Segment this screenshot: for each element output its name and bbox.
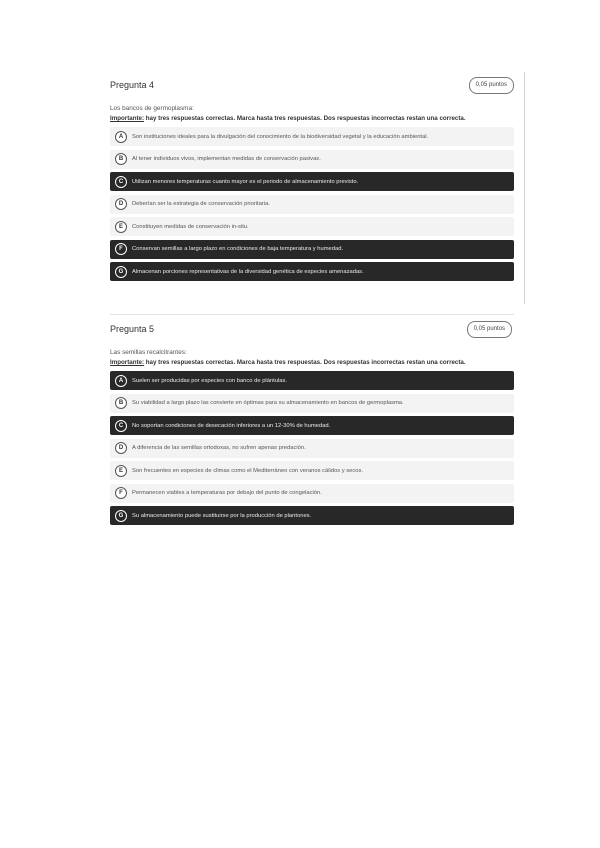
option-text: Su viabilidad a largo plazo las convierte en óptimas para su almacenamiento en bancos de germoplasma.: [132, 400, 404, 406]
option-text: Conservan semillas a largo plazo en condiciones de baja temperatura y humedad.: [132, 246, 344, 252]
option-a[interactable]: [110, 127, 514, 146]
option-text: A diferencia de las semillas ortodoxas, no sufren apenas predación.: [132, 445, 306, 451]
instructions-text: hay tres respuestas correctas. Marca hasta tres respuestas. Dos respuestas incorrectas restan una correcta.: [144, 115, 466, 122]
question-header: [110, 318, 514, 340]
important-label: Importante:: [110, 115, 145, 122]
option-f[interactable]: [110, 240, 514, 259]
question-5: [110, 318, 514, 529]
option-letter: A: [115, 375, 127, 387]
option-b[interactable]: [110, 150, 514, 169]
option-d[interactable]: [110, 195, 514, 214]
option-letter: A: [115, 131, 127, 143]
question-title: Pregunta 5: [110, 324, 155, 334]
option-letter: B: [115, 397, 127, 409]
option-text: No soportan condiciones de desecación inferiores a un 12-30% de humedad.: [132, 422, 331, 429]
option-b[interactable]: [110, 394, 514, 413]
option-f[interactable]: [110, 484, 514, 503]
question-title: Pregunta 4: [110, 80, 155, 90]
question-prompt: Las semillas recalcitrantes:: [110, 349, 187, 356]
option-text: Suelen ser producidas por especies con banco de plántulas.: [132, 377, 288, 384]
option-text: Almacenan porciones representativas de la diversidad genética de especies amenazadas.: [132, 268, 364, 275]
option-c[interactable]: [110, 172, 514, 191]
option-e[interactable]: [110, 461, 514, 480]
option-text: Son frecuentes en especies de climas como el Mediterráneo con veranos cálidos y secos.: [132, 467, 364, 474]
option-letter: G: [115, 266, 127, 278]
option-g[interactable]: [110, 262, 514, 281]
option-letter: B: [115, 153, 127, 165]
answer-options: [110, 371, 514, 525]
option-letter: E: [115, 221, 127, 233]
instructions-text: hay tres respuestas correctas. Marca hasta tres respuestas. Dos respuestas incorrectas restan una correcta.: [144, 359, 466, 366]
question-instructions: [110, 359, 514, 366]
points-badge: 0,05 puntos: [467, 321, 512, 338]
option-g[interactable]: [110, 506, 514, 525]
option-text: Utilizan menores temperaturas cuanto mayor es el periodo de almacenamiento previsto.: [132, 178, 359, 185]
option-letter: G: [115, 510, 127, 522]
question-instructions: [110, 115, 514, 122]
option-letter: D: [115, 442, 127, 454]
question-4: [110, 74, 514, 285]
option-letter: C: [115, 176, 127, 188]
option-a[interactable]: [110, 371, 514, 390]
question-divider: [110, 314, 514, 315]
answer-options: [110, 127, 514, 281]
important-label: Importante:: [110, 359, 145, 366]
option-e[interactable]: [110, 217, 514, 236]
option-letter: F: [115, 487, 127, 499]
option-text: Su almacenamiento puede sustituirse por la producción de plantones.: [132, 512, 312, 519]
option-text: Al tener individuos vivos, implementan medidas de conservación pasivas.: [132, 156, 321, 162]
option-d[interactable]: [110, 439, 514, 458]
option-letter: E: [115, 465, 127, 477]
option-text: Permanecen viables a temperaturas por debajo del punto de congelación.: [132, 490, 322, 496]
option-c[interactable]: [110, 416, 514, 435]
option-text: Deberían ser la estrategia de conservación prioritaria.: [132, 201, 270, 207]
question-header: [110, 74, 514, 96]
scrollbar[interactable]: [524, 72, 525, 304]
option-text: Son instituciones ideales para la divulgación del conocimiento de la biodiversidad vegetal y la educación ambiental.: [132, 133, 429, 140]
option-letter: D: [115, 198, 127, 210]
question-prompt: Los bancos de germoplasma:: [110, 105, 194, 112]
option-letter: C: [115, 420, 127, 432]
points-badge: 0,05 puntos: [469, 77, 514, 94]
option-text: Constituyen medidas de conservación in-situ.: [132, 223, 249, 230]
option-letter: F: [115, 243, 127, 255]
